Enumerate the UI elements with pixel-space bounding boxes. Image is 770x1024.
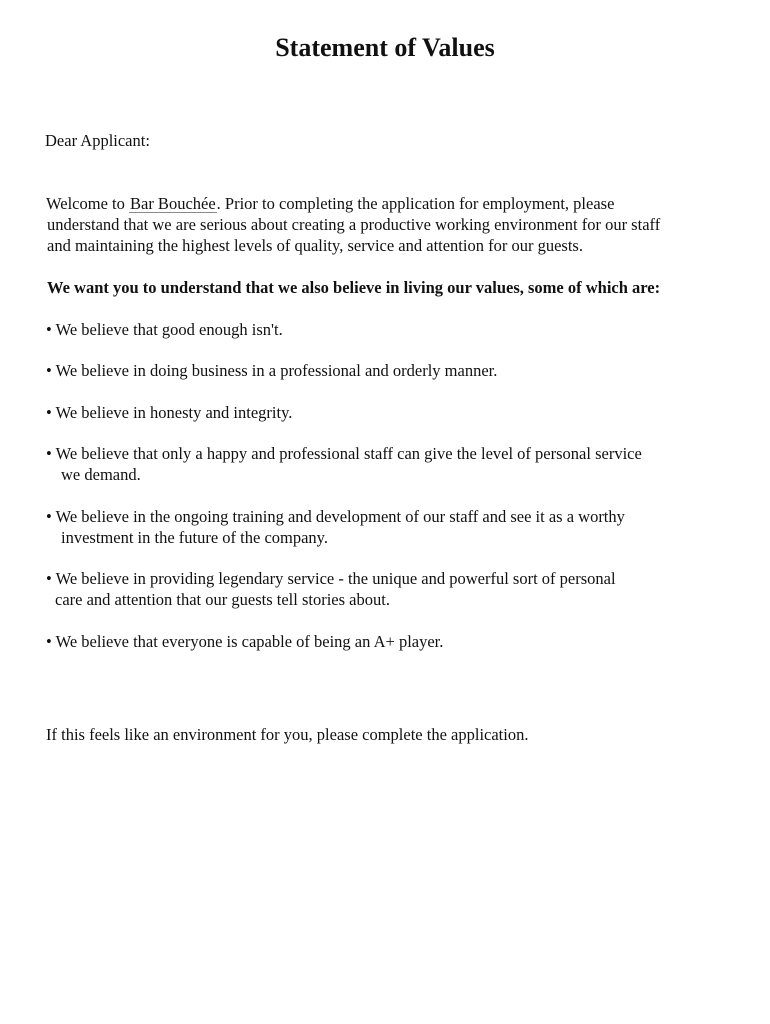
value-item: • We believe in providing legendary service - the unique and powerful sort of personal xyxy=(46,569,616,588)
intro-line-1 xyxy=(46,193,614,214)
intro-line-3: and maintaining the highest levels of quality, service and attention for our guests. xyxy=(47,236,583,255)
value-item: • We believe that good enough isn't. xyxy=(46,320,283,339)
value-item-continuation: care and attention that our guests tell stories about. xyxy=(55,590,390,609)
intro-prefix: Welcome to xyxy=(46,194,125,213)
value-item: • We believe in the ongoing training and development of our staff and see it as a worthy xyxy=(46,507,625,526)
salutation: Dear Applicant: xyxy=(45,131,150,150)
value-item: • We believe in honesty and integrity. xyxy=(46,403,293,422)
value-item: • We believe that everyone is capable of being an A+ player. xyxy=(46,632,444,651)
values-heading: We want you to understand that we also believe in living our values, some of which are: xyxy=(47,278,661,297)
value-item-continuation: investment in the future of the company. xyxy=(61,528,328,547)
business-name-field[interactable]: Bar Bouchée xyxy=(129,194,216,213)
value-item-continuation: we demand. xyxy=(61,465,141,484)
document-title: Statement of Values xyxy=(275,33,495,62)
closing-line: If this feels like an environment for you, please complete the application. xyxy=(46,725,529,744)
value-item: • We believe in doing business in a professional and orderly manner. xyxy=(46,361,498,380)
intro-line-2: understand that we are serious about creating a productive working environment for our staff xyxy=(47,215,661,234)
value-item: • We believe that only a happy and professional staff can give the level of personal service xyxy=(46,444,642,463)
intro-suffix: . Prior to completing the application for employment, please xyxy=(216,194,615,213)
